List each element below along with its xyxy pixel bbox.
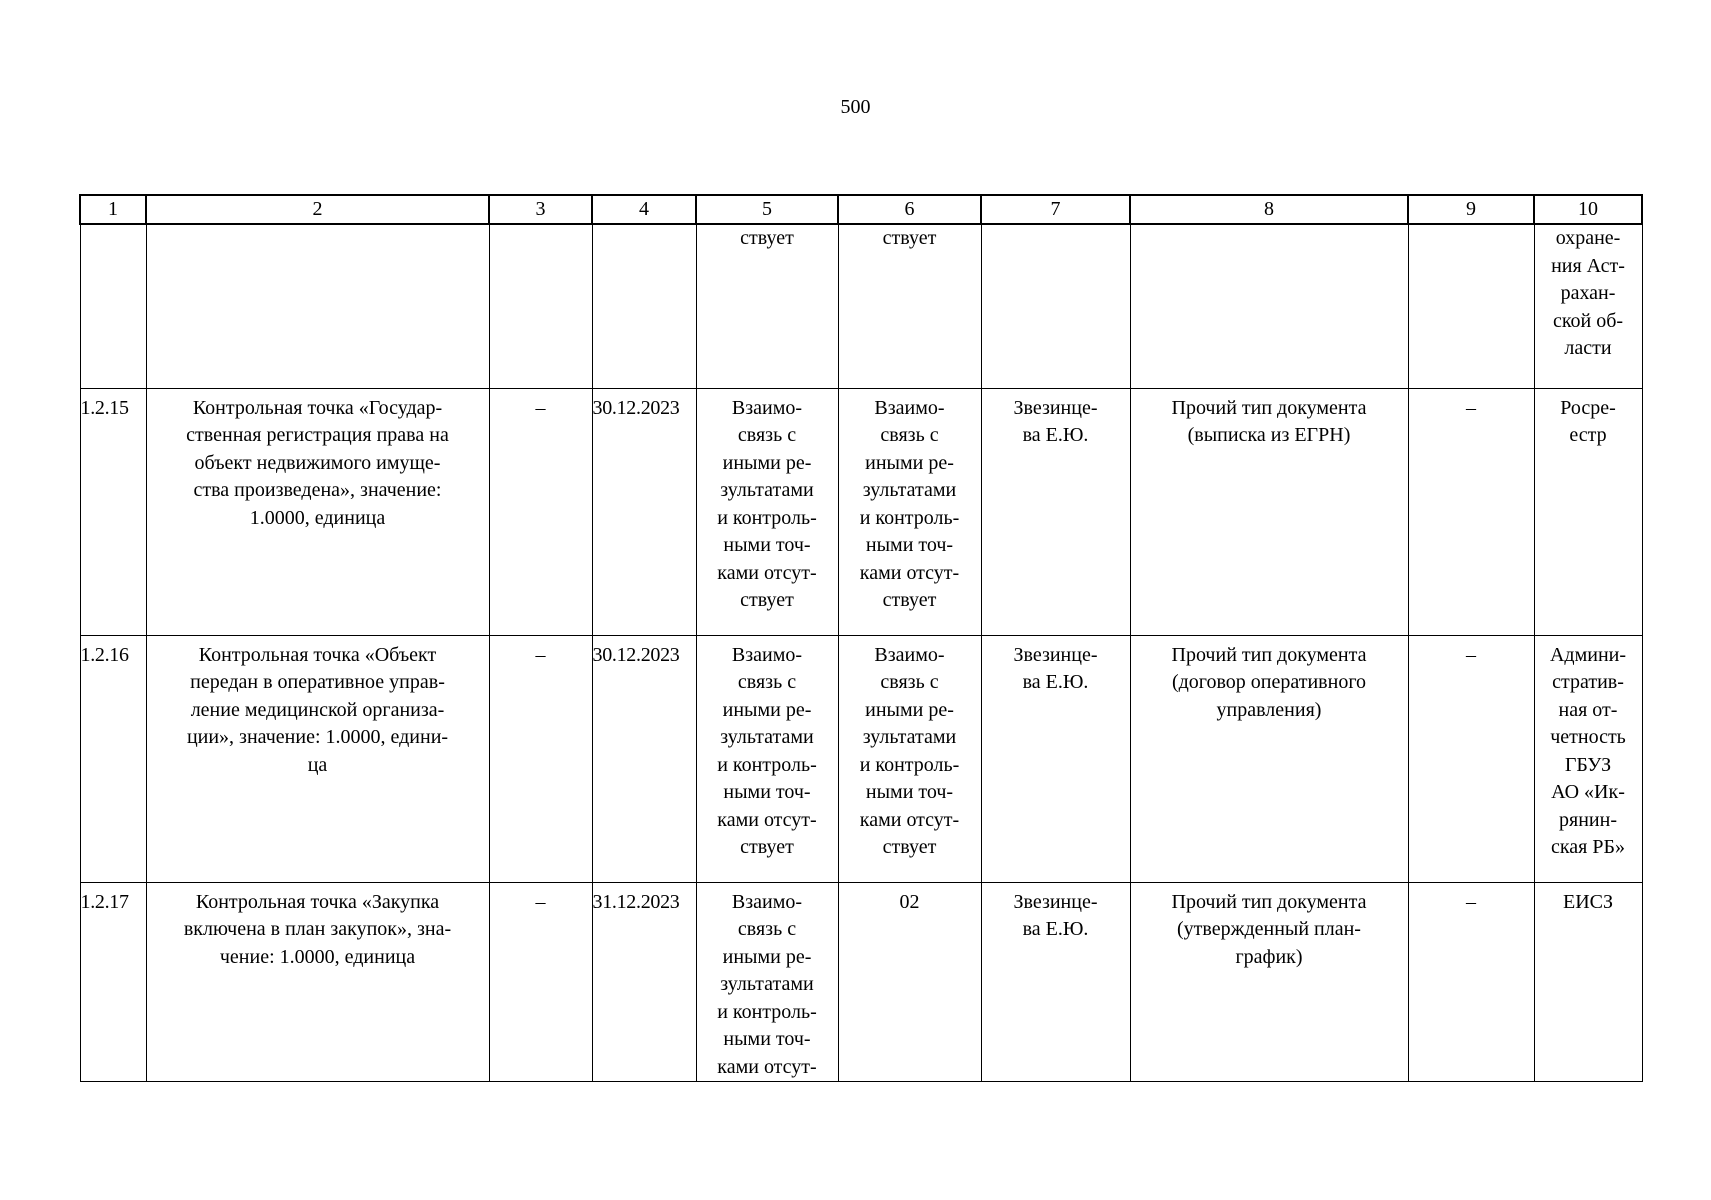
cell-line: Прочий тип документа [1171, 890, 1367, 913]
column-header: 1 [80, 195, 146, 224]
cell-line: четность [1550, 726, 1626, 748]
cell-line: Контрольная точка «Объект [198, 643, 437, 666]
cell-line: ными точ- [723, 534, 811, 556]
row-date: 31.12.2023 [592, 882, 696, 1082]
cell-line: Звезинце- [1013, 643, 1098, 666]
row-number: 1.2.15 [80, 388, 146, 635]
cell-line: Звезинце- [1013, 396, 1098, 419]
row-description [146, 882, 489, 1082]
cell-line: ца [307, 753, 328, 776]
cell-line: ными точ- [723, 781, 811, 803]
column-header: 9 [1408, 195, 1534, 224]
column-header: 5 [696, 195, 838, 224]
row-responsible [981, 635, 1130, 882]
cell-line: ства произведена», значение: [193, 479, 442, 501]
cell-line: Взаимо- [731, 890, 803, 913]
cell-line: и контроль- [717, 753, 817, 776]
cell-line: охране- [1555, 227, 1621, 249]
cell-line: Взаимо- [874, 396, 945, 419]
table-cell [1534, 224, 1642, 388]
table-cell: – [489, 882, 592, 1082]
column-header: 2 [146, 195, 489, 224]
cell-line: Взаимо- [731, 396, 803, 419]
cell-line: связь с [737, 671, 797, 693]
cell-line: Контрольная точка «Закупка [195, 890, 440, 913]
cell-line: ственная регистрация права на [186, 424, 449, 446]
cell-line: график) [1235, 945, 1303, 968]
table-cell [838, 882, 981, 1082]
cell-line: зультатами [862, 479, 957, 501]
table-cell [981, 224, 1130, 388]
cell-line: ление медицинской организа- [190, 698, 445, 721]
cell-line: ками отсут- [859, 561, 960, 584]
cell-line: связь с [737, 918, 797, 940]
cell-line: ными точ- [865, 534, 954, 556]
cell-line: ствует [882, 589, 937, 611]
table-header-row [80, 195, 1642, 224]
cell-line: включена в план закупок», зна- [183, 918, 452, 940]
cell-line: иными ре- [865, 698, 954, 721]
cell-line: ными точ- [723, 1028, 811, 1050]
cell-line: ская РБ» [1551, 836, 1625, 858]
cell-line: ЕИСЗ [1562, 890, 1614, 913]
column-header: 4 [592, 195, 696, 224]
cell-line: Росре- [1560, 396, 1616, 419]
document-table [79, 194, 1643, 1082]
cell-line: ской об- [1552, 309, 1624, 332]
row-responsible [981, 388, 1130, 635]
cell-line: управления) [1216, 698, 1322, 721]
cell-line: рахан- [1560, 282, 1616, 304]
cell-line: объект недвижимого имуще- [194, 451, 441, 474]
cell-line: ками отсут- [859, 808, 960, 831]
table-cell: – [1408, 635, 1534, 882]
table-row [80, 388, 1642, 635]
table-cell [80, 224, 146, 388]
row-document [1130, 882, 1408, 1082]
cell-line: (выписка из ЕГРН) [1187, 424, 1351, 446]
table-cell [146, 224, 489, 388]
row-document [1130, 635, 1408, 882]
cell-line: ствует [740, 589, 794, 611]
column-header: 10 [1534, 195, 1642, 224]
table-cell: ствует [838, 224, 981, 388]
cell-line: связь с [880, 671, 939, 693]
cell-line: ва Е.Ю. [1022, 918, 1089, 940]
cell-line: 02 [899, 890, 920, 913]
table-cell [696, 882, 838, 1082]
cell-line: ва Е.Ю. [1022, 424, 1089, 446]
cell-line: зультатами [862, 726, 957, 748]
cell-line: зультатами [720, 726, 814, 748]
cell-line: зультатами [720, 973, 814, 995]
cell-line: 1.0000, единица [249, 506, 386, 529]
row-date: 30.12.2023 [592, 635, 696, 882]
table-cell [1130, 224, 1408, 388]
table-cell [489, 224, 592, 388]
row-source [1534, 882, 1642, 1082]
cell-line: ствует [740, 836, 794, 858]
table-cell: – [1408, 388, 1534, 635]
cell-line: АО «Ик- [1551, 781, 1625, 803]
cell-line: передан в оперативное управ- [190, 671, 445, 693]
cell-line: иными ре- [722, 451, 812, 474]
cell-line: иными ре- [865, 451, 954, 474]
table-cell: – [489, 388, 592, 635]
row-number: 1.2.16 [80, 635, 146, 882]
row-description [146, 388, 489, 635]
table-row-continuation [80, 224, 1642, 388]
cell-line: Взаимо- [874, 643, 945, 666]
cell-line: и контроль- [859, 753, 960, 776]
row-description [146, 635, 489, 882]
cell-line: ствует [882, 836, 937, 858]
table-cell [838, 635, 981, 882]
cell-line: естр [1569, 424, 1607, 446]
cell-line: Админи- [1549, 643, 1627, 666]
cell-line: чение: 1.0000, единица [219, 945, 416, 968]
table-cell [1408, 224, 1534, 388]
row-source [1534, 635, 1642, 882]
table-row [80, 635, 1642, 882]
cell-line: Взаимо- [731, 643, 803, 666]
cell-line: связь с [880, 424, 939, 446]
cell-line: ва Е.Ю. [1022, 671, 1089, 693]
column-header: 6 [838, 195, 981, 224]
cell-line: ками отсут- [717, 561, 817, 584]
cell-line: стратив- [1552, 671, 1624, 693]
cell-line: Прочий тип документа [1171, 643, 1367, 666]
row-date: 30.12.2023 [592, 388, 696, 635]
table-cell: ствует [696, 224, 838, 388]
cell-line: ГБУЗ [1564, 753, 1612, 776]
row-document [1130, 388, 1408, 635]
cell-line: ная от- [1558, 698, 1618, 721]
cell-line: Звезинце- [1013, 890, 1098, 913]
cell-line: и контроль- [717, 506, 817, 529]
row-number: 1.2.17 [80, 882, 146, 1082]
cell-line: и контроль- [859, 506, 960, 529]
cell-line: Прочий тип документа [1171, 396, 1367, 419]
cell-line: рянин- [1559, 808, 1617, 831]
cell-line: зультатами [720, 479, 814, 501]
row-responsible [981, 882, 1130, 1082]
cell-line: Контрольная точка «Государ- [192, 396, 443, 419]
cell-line: (утвержденный план- [1177, 918, 1361, 940]
cell-line: иными ре- [722, 698, 812, 721]
cell-line: ласти [1564, 337, 1612, 359]
column-header: 8 [1130, 195, 1408, 224]
table-cell [838, 388, 981, 635]
cell-line: связь с [737, 424, 797, 446]
table-cell: – [489, 635, 592, 882]
cell-line: ния Аст- [1551, 254, 1625, 277]
cell-line: ции», значение: 1.0000, едини- [186, 726, 449, 748]
table-cell [696, 635, 838, 882]
cell-line: и контроль- [717, 1000, 817, 1023]
cell-line: иными ре- [722, 945, 812, 968]
cell-line: ками отсут- [717, 808, 817, 831]
row-source [1534, 388, 1642, 635]
column-header: 7 [981, 195, 1130, 224]
cell-line: ками отсут- [717, 1055, 817, 1078]
table-cell: – [1408, 882, 1534, 1082]
table-row [80, 882, 1642, 1082]
table-cell [592, 224, 696, 388]
cell-line: (договор оперативного [1171, 671, 1367, 693]
cell-line: ными точ- [865, 781, 954, 803]
table-cell [696, 388, 838, 635]
page-number: 500 [840, 96, 871, 118]
column-header: 3 [489, 195, 592, 224]
